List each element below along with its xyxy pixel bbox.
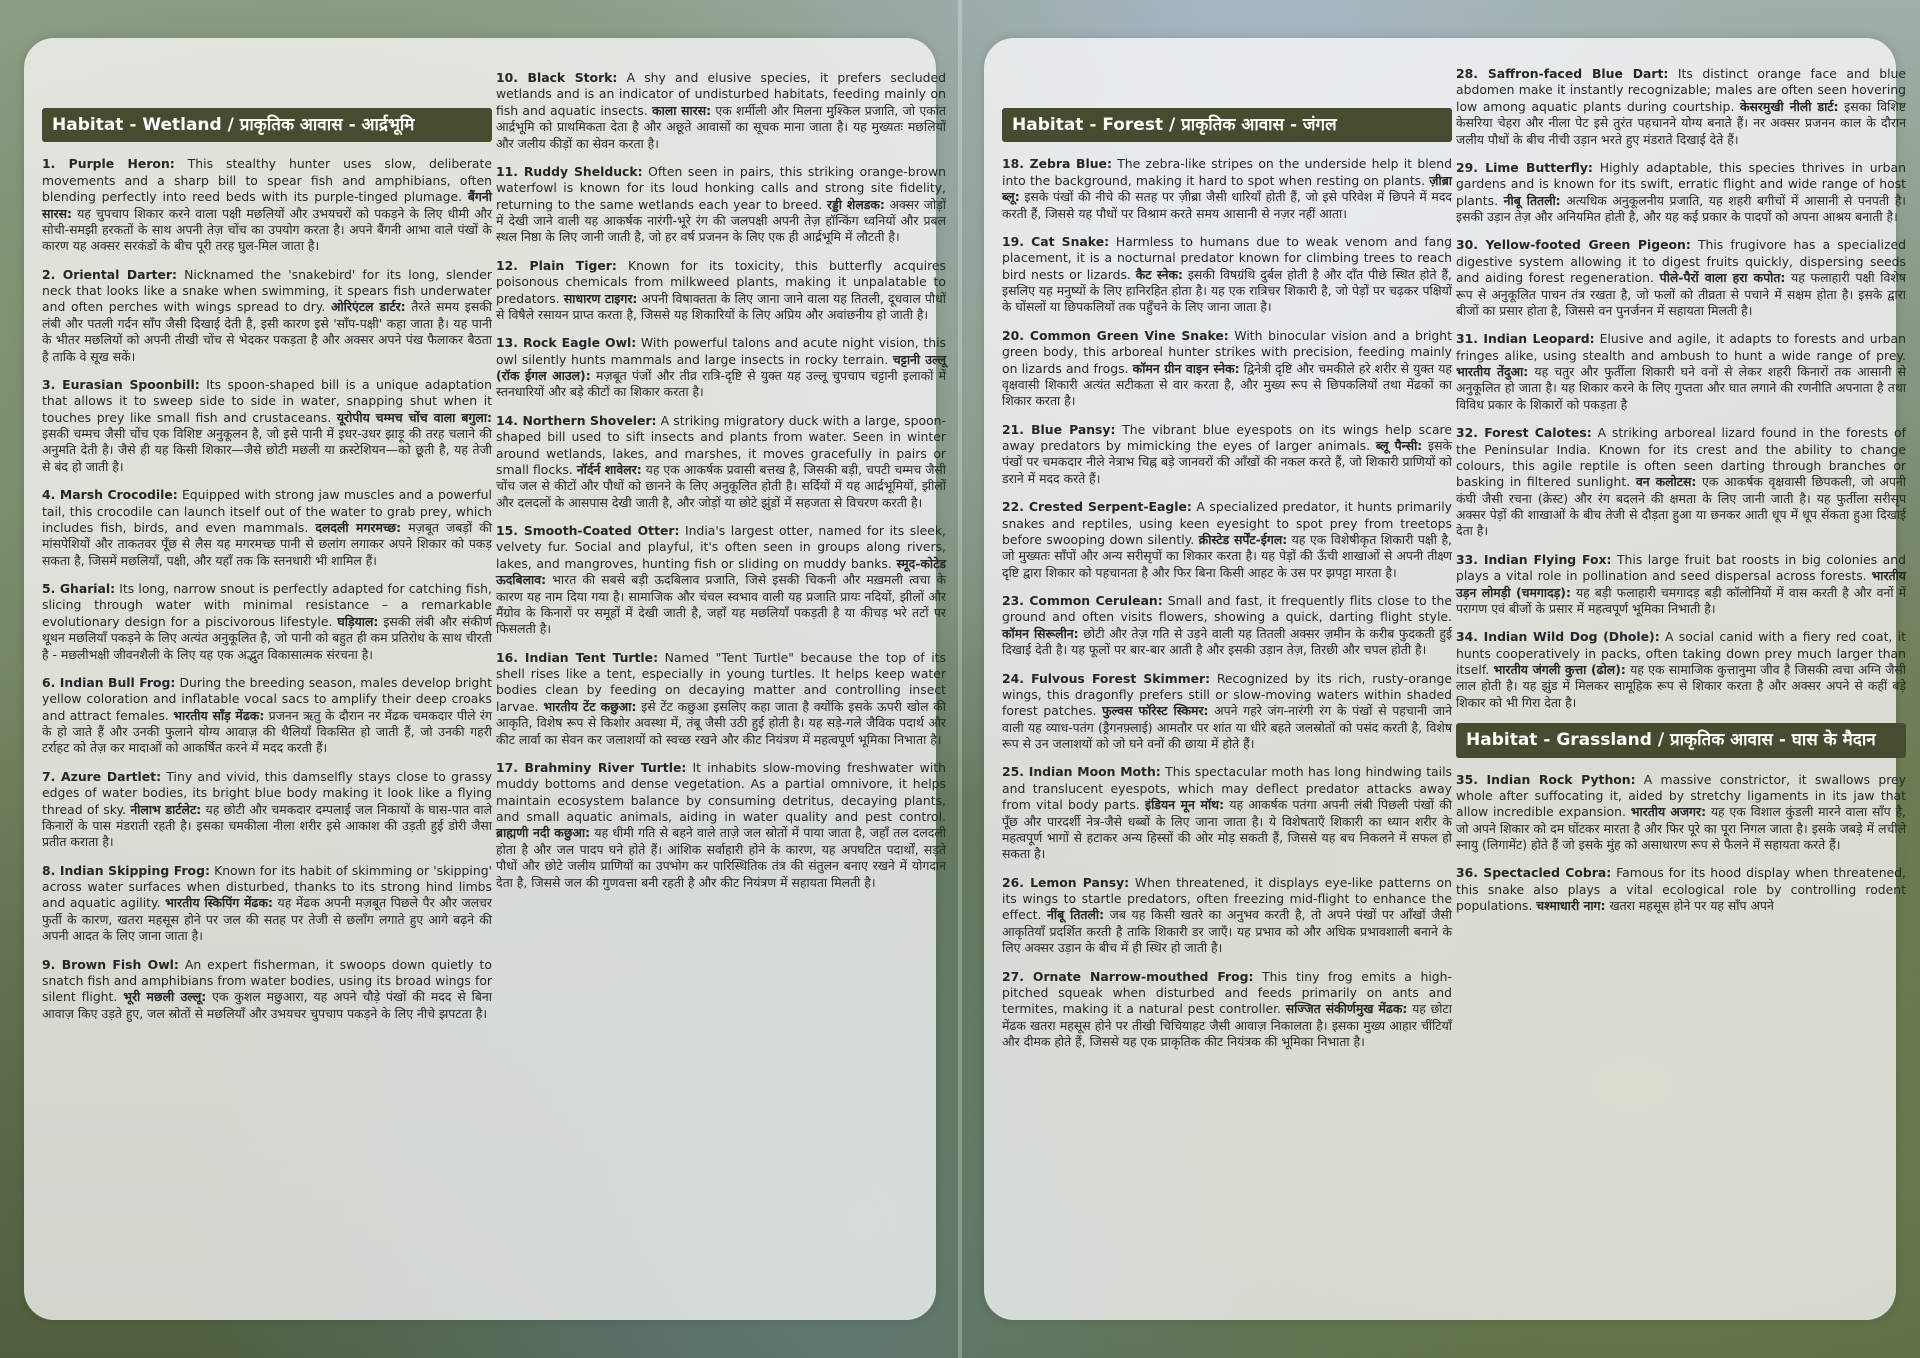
grassland-heading: Habitat - Grassland / प्राकृतिक आवास - घास के मैदान xyxy=(1456,723,1906,757)
entry-17: 17. Brahminy River Turtle: It inhabits slow-moving freshwater with muddy bottoms and dense vegetation. As a partial omnivore, it helps maintain ecosystem balance by consuming detritus, decaying plants, and small aquatic animals, aiding in water quality and pest control. ब्राह्मणी नदी कछुआ: यह धीमी गति से बहने वाले ताज़े जल स्रोतों में पाया जाता है, जहाँ तल दलदली होता है और जल पादप घने होते हैं। आंशिक सर्वाहारी होने के कारण, यह अपघटित पदार्थों, सड़ते पौधों और छोटे जलीय प्राणियों का उपभोग कर पारिस्थितिक तंत्र की संतुलन बनाए रखने में योगदान देता है, जिससे जल की गुणवत्ता बनी रहती है और कीट नियंत्रण में सहायता मिलती है। xyxy=(496,759,946,890)
left-panel xyxy=(24,38,946,1320)
entry-3: 3. Eurasian Spoonbill: Its spoon-shaped bill is a unique adaptation that allows it to sweep side to side in water, snapping shut when it touches prey like small fish and crustaceans. यूरोपीय चम्मच चोंच वाला बगुला: इसकी चम्मच जैसी चोंच एक विशिष्ट अनुकूलन है, जो इसे पानी में इधर-उधर झाड़ू की तरह चलाने की अनुमति देती है। जैसे ही यह किसी शिकार—जैसे छोटी मछली या क्रस्टेशियन—को छूती है, यह तेजी से बंद हो जाती है। xyxy=(42,376,492,474)
entry-21: 21. Blue Pansy: The vibrant blue eyespots on its wings help scare away predators by mimicking the eyes of larger animals. ब्लू पैन्सी: इसके पंखों पर चमकदार नीले नेत्राभ चिह्न बड़े जानवरों की आँखों की नकल करते हैं, जो शिकारी प्राणियों को डराने में मदद करते हैं। xyxy=(1002,421,1452,486)
entry-2: 2. Oriental Darter: Nicknamed the 'snakebird' for its long, slender neck that looks like a snake when swimming, it spears fish underwater and often perches with wings spread to dry. ओरिएंटल डार्टर: तैरते समय इसकी लंबी और पतली गर्दन साँप जैसी दिखाई देती है, इसी कारण इसे 'साँप-पक्षी' कहा जाता है। यह पानी के भीतर मछलियों को अपनी तीखी चोंच से भेदकर पकड़ता है और अक्सर अपने पंख फैलाकर बैठता है ताकि वे सूख सकें। xyxy=(42,266,492,364)
entry-14: 14. Northern Shoveler: A striking migratory duck with a large, spoon-shaped bill used to sift insects and plants from water. Seen in winter around wetlands, lakes, and marshes, it moves gracefully in pairs or small flocks. नॉर्दर्न शावेलर: यह एक आकर्षक प्रवासी बत्तख है, जिसकी बड़ी, चपटी चम्मच जैसी चोंच जल से कीटों और पौधों को छानने के लिए अनुकूलित होती है। सर्दियों में यह आर्द्रभूमियों, झीलों और दलदलों के आसपास देखी जाती है, और जोड़ों या छोटे झुंडों में सहजता से विचरण करती है। xyxy=(496,412,946,510)
entry-35: 35. Indian Rock Python: A massive constrictor, it swallows prey whole after suffocating it, aided by stretchy ligaments in its jaw that allow incredible expansion. भारतीय अजगर: यह एक विशाल कुंडली मारने वाला साँप है, जो अपने शिकार को दम घोंटकर मारता है और फिर पूरे का पूरा निगल जाता है। इसके जबड़े में लचीले स्नायु (लिगामेंट) होते हैं जो इसके मुंह को असाधारण रूप से फैलने में सहायता करते हैं। xyxy=(1456,771,1906,853)
column-2 xyxy=(496,70,946,903)
entry-26: 26. Lemon Pansy: When threatened, it displays eye-like patterns on its wings to startle predators, often freezing mid-flight to enhance the effect. नींबू तितली: जब यह किसी खतरे का अनुभव करती है, तो अपने पंखों पर आँखों जैसी आकृतियाँ प्रदर्शित करती है ताकि शिकारी डर जाएँ। यह प्रभाव को और अधिक प्रभावशाली बनाने के लिए अक्सर उड़ान के बीच में ही स्थिर हो जाती है। xyxy=(1002,874,1452,956)
brochure-fold xyxy=(958,0,962,1358)
entry-31: 31. Indian Leopard: Elusive and agile, it adapts to forests and urban fringes alike, using stealth and ambush to hunt a wide range of prey. भारतीय तेंदुआ: यह चतुर और फुर्तीला शिकारी घने वनों से लेकर शहरी किनारों तक आसानी से अनुकूलित हो जाता है। यह शिकार करने के लिए गुप्तता और घात लगाने की रणनीति अपनाता है तथा विविध प्रकार के शिकारों को पकड़ता है xyxy=(1456,331,1906,412)
entry-10: 10. Black Stork: A shy and elusive species, it prefers secluded wetlands and is an indicator of undisturbed habitats, feeding mainly on fish and aquatic insects. काला सारस: एक शर्मीली और मिलना मुश्किल प्रजाति, जो एकांत आर्द्रभूमि को प्राथमिकता देता है और अछूते आवासों का सूचक माना जाता है। यह मुख्यतः मछलियों और जलीय कीड़ों का सेवन करता है। xyxy=(496,70,946,151)
entry-22: 22. Crested Serpent-Eagle: A specialized predator, it hunts primarily snakes and reptiles, using keen eyesight to spot prey from treetops before swooping down silently. क्रीस्टेड सर्पेंट-ईगल: यह एक विशेषीकृत शिकारी पक्षी है, जो मुख्यतः साँपों और अन्य सरीसृपों का शिकार करता है। यह पेड़ों की ऊँची शाखाओं से अपनी तीक्ष्ण दृष्टि द्वारा शिकार को पहचानता है और फिर बिना किसी आहट के उस पर झपट्टा मारता है। xyxy=(1002,499,1452,580)
entry-9: 9. Brown Fish Owl: An expert fisherman, it swoops down quietly to snatch fish and amphibians from water bodies, using its broad wings for silent flight. भूरी मछली उल्लू: एक कुशल मछुआरा, यह अपने चौड़े पंखों की मदद से बिना आवाज़ किए उड़ते हुए, जल स्रोतों से मछलियाँ और उभयचर चुपचाप पकड़ने के लिए नीचे झपटता है। xyxy=(42,956,492,1021)
entry-12: 12. Plain Tiger: Known for its toxicity, this butterfly acquires poisonous chemicals from milkweed plants, making it unpalatable to predators. साधारण टाइगर: अपनी विषाक्तता के लिए जाना जाने वाला यह तितली, दूधवाल पौधों से विषैले रसायन प्राप्त करता है, जिससे यह शिकारियों के लिए अप्रिय और अवांछनीय हो जाती है। xyxy=(496,257,946,322)
entry-30: 30. Yellow-footed Green Pigeon: This frugivore has a specialized digestive system allowing it to digest fruits quickly, dispersing seeds and aiding forest regeneration. पीले-पैरों वाला हरा कपोत: यह फलाहारी पक्षी विशेष रूप से अनुकूलित पाचन तंत्र रखता है, जो फलों को तीव्रता से पचाने में सक्षम होता है। इसके द्वारा बीजों का प्रसार होता है, जिससे वन पुनर्जनन में सहायता मिलती है। xyxy=(1456,237,1906,318)
entry-23: 23. Common Cerulean: Small and fast, it frequently flits close to the ground and often visits flowers, showing a quick, darting flight style. कॉमन सिरूलीन: छोटी और तेज़ गति से उड़ने वाली यह तितली अक्सर ज़मीन के करीब फुदकती हुई दिखाई देती है। यह फूलों पर बार-बार आती है और इसकी उड़ान तेज़, तिरछी और चपल होती है। xyxy=(1002,593,1452,658)
entry-33: 33. Indian Flying Fox: This large fruit bat roosts in big colonies and plays a vital role in pollination and seed dispersal across forests. भारतीय उड़न लोमड़ी (चमगादड़): यह बड़ी फलाहारी चमगादड़ बड़ी कॉलोनियों में वास करती है और वनों में परागण एवं बीजों के प्रसार में महत्वपूर्ण भूमिका निभाती है। xyxy=(1456,551,1906,616)
entry-19: 19. Cat Snake: Harmless to humans due to weak venom and fang placement, it is a nocturnal predator known for climbing trees to reach bird nests or lizards. कैट स्नेक: इसकी विषग्रंथि दुर्बल होती है और दाँत पीछे स्थित होते हैं, इसलिए यह मनुष्यों के लिए हानिरहित होता है। यह एक रात्रिचर शिकारी है, जो पेड़ों पर चढ़कर पक्षियों के घोंसलों या छिपकलियों तक पहुँचने के लिए जाना जाता है। xyxy=(1002,233,1452,315)
column-1 xyxy=(42,108,492,1034)
entry-20: 20. Common Green Vine Snake: With binocular vision and a bright green body, this arboreal hunter strikes with precision, feeding mainly on lizards and frogs. कॉमन ग्रीन वाइन स्नेक: द्विनेत्री दृष्टि और चमकीले हरे शरीर से युक्त यह वृक्षवासी शिकारी अत्यंत सटीकता से वार करता है, और मुख्य रूप से छिपकलियों तथा मेंढकों का शिकार करता है। xyxy=(1002,327,1453,409)
entry-16: 16. Indian Tent Turtle: Named "Tent Turtle" because the top of its shell rises like a tent, especially in young turtles. It helps keep water bodies clean by feeding on decaying matter and controlling insect larvae. भारतीय टेंट कछुआ: इसे टेंट कछुआ इसलिए कहा जाता है क्योंकि इसके ऊपरी खोल की आकृति, विशेष रूप से किशोर अवस्था में, तंबू जैसी उठी हुई होती है। यह सड़े-गले जैविक पदार्थ और कीट लार्वा का सेवन कर जलाशयों को स्वच्छ रखने और कीट नियंत्रण में महत्वपूर्ण भूमिका निभाता है। xyxy=(496,649,946,747)
entry-29: 29. Lime Butterfly: Highly adaptable, this species thrives in urban gardens and is known for its swift, erratic flight and wide range of host plants. नीबू तितली: अत्यधिक अनुकूलनीय प्रजाति, यह शहरी बगीचों में आसानी से पनपती है। इसकी उड़ान तेज़ और अनियमित होती है, और यह कई प्रकार के पादपों को अपना आश्रय बनाती है। xyxy=(1456,159,1906,224)
entry-27: 27. Ornate Narrow-mouthed Frog: This tiny frog emits a high-pitched squeak when disturbed and feeds primarily on ants and termites, making it a natural pest controller. सज्जित संकीर्णमुख मेंढक: यह छोटा मेंढक खतरा महसूस होने पर तीखी चिचियाहट जैसी आवाज़ निकालता है। इसका मुख्य आहार चींटियाँ और दीमक होते हैं, जिससे यह एक प्राकृतिक कीट नियंत्रक की भूमिका निभाता है। xyxy=(1002,968,1452,1050)
entry-8: 8. Indian Skipping Frog: Known for its habit of skimming or 'skipping' across water surfaces when disturbed, thanks to its strong hind limbs and aquatic agility. भारतीय स्किपिंग मेंढक: यह मेंढक अपनी मज़बूत पिछले पैर और जलचर फुर्ती के कारण, खतरा महसूस होने पर जल की सतह पर तेजी से छलाँग लगाते हुए आगे बढ़ने की अपनी आदत के लिए जाना जाता है। xyxy=(42,862,492,944)
entry-5: 5. Gharial: Its long, narrow snout is perfectly adapted for catching fish, slicing through water with minimal resistance – a remarkable evolutionary design for a piscivorous lifestyle. घड़ियाल: इसकी लंबी और संकीर्ण थूथन मछलियाँ पकड़ने के लिए अत्यंत अनुकूलित है, जो पानी को बहुत ही कम प्रतिरोध के साथ चीरती है - मछलीभक्षी जीवनशैली के लिए यह एक अद्भुत विकासात्मक संरचना है। xyxy=(42,581,492,662)
forest-heading: Habitat - Forest / प्राकृतिक आवास - जंगल xyxy=(1002,108,1452,142)
entry-34: 34. Indian Wild Dog (Dhole): A social canid with a fiery red coat, it hunts cooperatively in packs, often taking down prey much larger than itself. भारतीय जंगली कुत्ता (ढोल): यह एक सामाजिक कुत्तानुमा जीव है जिसकी त्वचा अग्नि जैसी लाल होती है। यह झुंड में मिलकर सामूहिक रूप से शिकार करता है और अक्सर अपने से कहीं बड़े शिकार को भी गिरा देता है। xyxy=(1456,629,1906,710)
entry-24: 24. Fulvous Forest Skimmer: Recognized by its rich, rusty-orange wings, this dragonfly prefers still or slow-moving waters within shaded forest patches. फुल्वस फॉरेस्ट स्किमर: अपने गहरे जंग-नारंगी रंग के पंखों से पहचानी जाने वाली यह व्याध-पतंग (ड्रैगनफ़्लाई) आमतौर पर शांत या धीरे बहते जलस्रोतों को पसंद करती है, विशेष रूप से उन जलाशयों को जो घने वनों की छाया में होते हैं। xyxy=(1002,670,1452,752)
entry-32: 32. Forest Calotes: A striking arboreal lizard found in the forests of the Peninsular India. Known for its crest and the ability to change colours, this agile reptile is often seen darting through branches or basking in filtered sunlight. वन कलोटस: एक आकर्षक वृक्षवासी छिपकली, जो अपनी कंघी जैसी रचना (क्रेस्ट) और रंग बदलने की क्षमता के लिए जानी जाती है। यह फुर्तीला सरीसृप अक्सर पेड़ों की शाखाओं के बीच तेजी से दौड़ता हुआ या छनकर आती धूप में धूप सेंकता हुआ दिखाई देता है। xyxy=(1456,425,1906,539)
entry-4: 4. Marsh Crocodile: Equipped with strong jaw muscles and a powerful tail, this crocodile can launch itself out of the water to grab prey, which includes fish, birds, and even mammals. दलदली मगरमच्छ: मज़बूत जबड़ों की मांसपेशियों और ताकतवर पूँछ से लैस यह मगरमच्छ पानी से छलांग लगाकर अपने शिकार को पकड़ सकता है, जिसमें मछलियाँ, पक्षी, और यहाँ तक कि स्तनधारी भी शामिल हैं। xyxy=(42,487,492,568)
right-panel xyxy=(984,38,1906,1320)
entry-13: 13. Rock Eagle Owl: With powerful talons and acute night vision, this owl silently hunts mammals and large insects in rocky terrain. चट्टानी उल्लू (रॉक ईगल आउल): मज़बूत पंजों और तीव्र रात्रि-दृष्टि से युक्त यह उल्लू चुपचाप चट्टानी इलाकों में स्तनधारियों और बड़े कीटों का शिकार करता है। xyxy=(496,335,946,400)
column-3 xyxy=(1002,108,1452,1062)
column-4 xyxy=(1456,66,1906,927)
wetland-heading: Habitat - Wetland / प्राकृतिक आवास - आर्द्रभूमि xyxy=(42,108,492,142)
entry-11: 11. Ruddy Shelduck: Often seen in pairs, this striking orange-brown waterfowl is known for its loud honking calls and strong site fidelity, returning to the same wetlands each year to breed. रड्डी शेलडक: अक्सर जोड़ों में देखी जाने वाली यह आकर्षक नारंगी-भूरे रंग की जलपक्षी अपनी तेज़ हॉन्किंग ध्वनियों और प्रबल स्थल निष्ठा के लिए जानी जाती है, जो हर वर्ष प्रजनन के लिए एक ही आर्द्रभूमि में लौटती है। xyxy=(496,163,946,245)
entry-1: 1. Purple Heron: This stealthy hunter uses slow, deliberate movements and a sharp bill to spear fish and amphibians, often blending perfectly into reed beds with its purple-tinged plumage. बैंगनी सारस: यह चुपचाप शिकार करने वाला पक्षी मछलियों और उभयचरों को पकड़ने के लिए धीमी और सोची-समझी हरकतों के साथ अपनी तेज़ चोंच का उपयोग करता है। अपने बैंगनी आभा वाले पंखों के कारण यह अक्सर सरकंडों के बीच पूरी तरह घुल-मिल जाता है। xyxy=(42,156,492,254)
entry-36: 36. Spectacled Cobra: Famous for its hood display when threatened, this snake also plays a vital ecological role by controlling rodent populations. चश्माधारी नाग: खतरा महसूस होने पर यह साँप अपने xyxy=(1456,865,1906,914)
entry-25: 25. Indian Moon Moth: This spectacular moth has long hindwing tails and translucent eyespots, which may deflect predator attacks away from vital body parts. इंडियन मून मॉथ: यह आकर्षक पतंगा अपनी लंबी पिछली पंखों की पूँछ और पारदर्शी नेत्र-जैसे धब्बों के लिए जाना जाता है। ये विशेषताएँ शिकारी का ध्यान शरीर के महत्वपूर्ण भागों से हटाकर अन्य हिस्सों की ओर मोड़ सकती हैं, जिससे यह बच निकलने में सफल हो सकता है। xyxy=(1002,764,1452,862)
entry-6: 6. Indian Bull Frog: During the breeding season, males develop bright yellow coloration and inflatable vocal sacs to amplify their deep croaks and attract females. भारतीय साँड़ मेंढक: प्रजनन ऋतु के दौरान नर मेंढक चमकदार पीले रंग के हो जाते हैं और उनकी फुलाने योग्य आवाज़ की थैलियाँ विकसित हो जाती हैं, जो उनकी गहरी टर्राहट को तेज़ कर मादाओं को आकर्षित करने में मदद करती हैं। xyxy=(42,674,492,756)
entry-28: 28. Saffron-faced Blue Dart: Its distinct orange face and blue abdomen make it instantly recognizable; males are often seen hovering low among aquatic plants during courtship. केसरमुखी नीली डार्ट: इसका विशिष्ट केसरिया चेहरा और नीला पेट इसे तुरंत पहचानने योग्य बनाते हैं। नर अक्सर प्रजनन काल के दौरान जलीय पौधों के बीच नीची उड़ान भरते हुए मंडराते दिखाई देते हैं। xyxy=(1456,66,1906,147)
entry-7: 7. Azure Dartlet: Tiny and vivid, this damselfly stays close to grassy edges of water bodies, its bright blue body making it look like a flying thread of sky. नीलाभ डार्टलेट: यह छोटी और चमकदार दम्पलाई जल निकायों के घास-पात वाले किनारों के पास मंडराती रहती है। इसका चमकीला नीला शरीर इसे आकाश की उड़ती हुई डोरी जैसा प्रतीत कराता है। xyxy=(42,768,492,850)
entry-15: 15. Smooth-Coated Otter: India's largest otter, named for its sleek, velvety fur. Social and playful, it's often seen in groups along rivers, lakes, and mangroves, hunting fish or sliding on muddy banks. स्मूद-कोटेड ऊदबिलाव: भारत की सबसे बड़ी ऊदबिलाव प्रजाति, जिसे इसकी चिकनी और मख़मली त्वचा के कारण यह नाम दिया गया है। सामाजिक और चंचल स्वभाव वाली यह प्रजाति प्रायः नदियों, झीलों और मैंग्रोव के किनारों पर समूहों में देखी जाती है, जहाँ यह मछलियाँ पकड़ती है या कीचड़ भरे तटों पर फिसलती है। xyxy=(496,523,946,637)
entry-18: 18. Zebra Blue: The zebra-like stripes on the underside help it blend into the background, making it hard to spot when resting on plants. ज़ीब्रा ब्लू: इसके पंखों की नीचे की सतह पर ज़ीब्रा जैसी धारियाँ होती हैं, जो इसे परिवेश में छिपने में मदद करती हैं, जिससे यह पौधों पर विश्राम करते समय आसानी से नज़र नहीं आता। xyxy=(1002,156,1452,221)
